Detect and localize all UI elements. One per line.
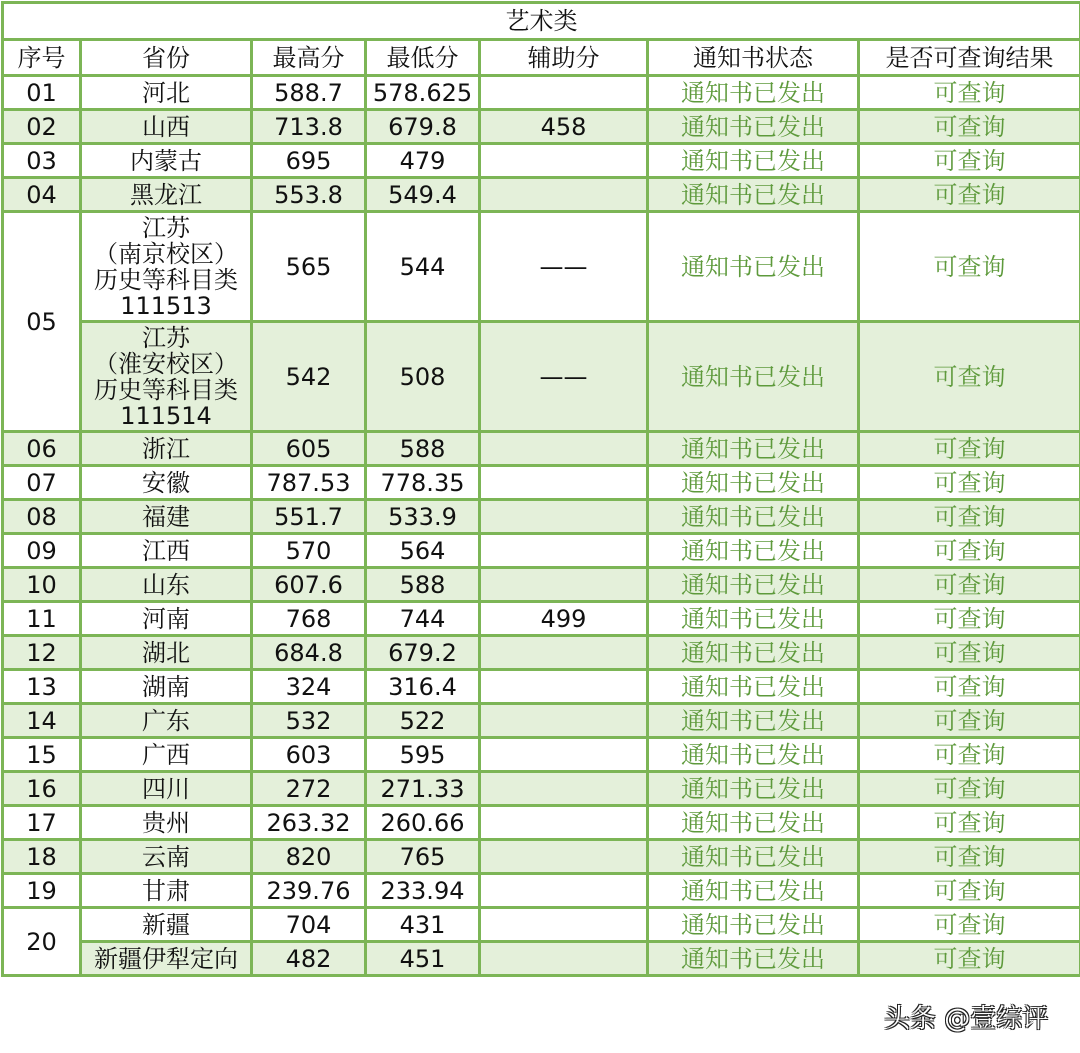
- status-cell: 通知书已发出: [648, 772, 859, 806]
- query-cell: 可查询: [859, 738, 1080, 772]
- table-row: [3, 432, 1080, 466]
- status-cell: 通知书已发出: [648, 322, 859, 432]
- province-cell: 四川: [81, 772, 252, 806]
- status-cell: 通知书已发出: [648, 602, 859, 636]
- min-score-cell: 679.2: [366, 636, 480, 670]
- max-score-cell: 820: [252, 840, 366, 874]
- min-score-cell: 316.4: [366, 670, 480, 704]
- province-cell: 贵州: [81, 806, 252, 840]
- province-cell: 云南: [81, 840, 252, 874]
- row-number-cell: 16: [3, 772, 81, 806]
- min-score-cell: 578.625: [366, 76, 480, 110]
- query-cell: 可查询: [859, 942, 1080, 976]
- max-score-cell: 588.7: [252, 76, 366, 110]
- table-row: [3, 178, 1080, 212]
- query-cell: 可查询: [859, 144, 1080, 178]
- aux-score-cell: [480, 670, 648, 704]
- aux-score-cell: [480, 500, 648, 534]
- query-cell: 可查询: [859, 466, 1080, 500]
- aux-score-cell: [480, 432, 648, 466]
- min-score-cell: 431: [366, 908, 480, 942]
- row-number-cell: 03: [3, 144, 81, 178]
- province-cell: 湖南: [81, 670, 252, 704]
- query-cell: 可查询: [859, 212, 1080, 322]
- aux-score-cell: [480, 466, 648, 500]
- min-score-cell: 778.35: [366, 466, 480, 500]
- column-header: 序号: [3, 40, 81, 76]
- table-row: [3, 806, 1080, 840]
- aux-score-cell: [480, 534, 648, 568]
- row-number-cell: 02: [3, 110, 81, 144]
- max-score-cell: 324: [252, 670, 366, 704]
- max-score-cell: 272: [252, 772, 366, 806]
- province-cell: 甘肃: [81, 874, 252, 908]
- row-number-cell: 01: [3, 76, 81, 110]
- min-score-cell: 679.8: [366, 110, 480, 144]
- max-score-cell: 607.6: [252, 568, 366, 602]
- min-score-cell: 765: [366, 840, 480, 874]
- column-header: 最低分: [366, 40, 480, 76]
- status-cell: 通知书已发出: [648, 568, 859, 602]
- min-score-cell: 479: [366, 144, 480, 178]
- province-cell: 江西: [81, 534, 252, 568]
- status-cell: 通知书已发出: [648, 636, 859, 670]
- min-score-cell: 595: [366, 738, 480, 772]
- aux-score-cell: ——: [480, 212, 648, 322]
- row-number-cell: 17: [3, 806, 81, 840]
- aux-score-cell: ——: [480, 322, 648, 432]
- row-number-cell: 05: [3, 212, 81, 432]
- query-cell: 可查询: [859, 110, 1080, 144]
- min-score-cell: 544: [366, 212, 480, 322]
- province-cell: 江苏 （淮安校区） 历史等科目类 111514: [81, 322, 252, 432]
- min-score-cell: 260.66: [366, 806, 480, 840]
- query-cell: 可查询: [859, 534, 1080, 568]
- table-row: [3, 500, 1080, 534]
- table-row: [3, 840, 1080, 874]
- query-cell: 可查询: [859, 874, 1080, 908]
- max-score-cell: 713.8: [252, 110, 366, 144]
- aux-score-cell: 458: [480, 110, 648, 144]
- max-score-cell: 704: [252, 908, 366, 942]
- column-header: 辅助分: [480, 40, 648, 76]
- query-cell: 可查询: [859, 322, 1080, 432]
- max-score-cell: 603: [252, 738, 366, 772]
- status-cell: 通知书已发出: [648, 840, 859, 874]
- province-cell: 河南: [81, 602, 252, 636]
- min-score-cell: 744: [366, 602, 480, 636]
- table-row: [3, 704, 1080, 738]
- max-score-cell: 553.8: [252, 178, 366, 212]
- min-score-cell: 233.94: [366, 874, 480, 908]
- status-cell: 通知书已发出: [648, 942, 859, 976]
- max-score-cell: 605: [252, 432, 366, 466]
- table-row: [3, 772, 1080, 806]
- status-cell: 通知书已发出: [648, 144, 859, 178]
- status-cell: 通知书已发出: [648, 670, 859, 704]
- status-cell: 通知书已发出: [648, 466, 859, 500]
- row-number-cell: 19: [3, 874, 81, 908]
- max-score-cell: 768: [252, 602, 366, 636]
- table-title: 艺术类: [3, 3, 1080, 40]
- province-cell: 安徽: [81, 466, 252, 500]
- status-cell: 通知书已发出: [648, 534, 859, 568]
- aux-score-cell: [480, 738, 648, 772]
- column-header: 省份: [81, 40, 252, 76]
- query-cell: 可查询: [859, 806, 1080, 840]
- province-cell: 山东: [81, 568, 252, 602]
- table-row: [3, 144, 1080, 178]
- min-score-cell: 588: [366, 432, 480, 466]
- row-number-cell: 10: [3, 568, 81, 602]
- query-cell: 可查询: [859, 178, 1080, 212]
- column-header: 通知书状态: [648, 40, 859, 76]
- status-cell: 通知书已发出: [648, 738, 859, 772]
- max-score-cell: 532: [252, 704, 366, 738]
- province-cell: 山西: [81, 110, 252, 144]
- max-score-cell: 551.7: [252, 500, 366, 534]
- table-row: [3, 110, 1080, 144]
- min-score-cell: 588: [366, 568, 480, 602]
- table-row: [3, 322, 1080, 432]
- min-score-cell: 549.4: [366, 178, 480, 212]
- table-row: [3, 908, 1080, 942]
- status-cell: 通知书已发出: [648, 704, 859, 738]
- query-cell: 可查询: [859, 432, 1080, 466]
- row-number-cell: 14: [3, 704, 81, 738]
- table-row: [3, 738, 1080, 772]
- aux-score-cell: [480, 908, 648, 942]
- table-row: [3, 942, 1080, 976]
- table-row: [3, 76, 1080, 110]
- aux-score-cell: [480, 144, 648, 178]
- min-score-cell: 271.33: [366, 772, 480, 806]
- row-number-cell: 11: [3, 602, 81, 636]
- aux-score-cell: [480, 806, 648, 840]
- aux-score-cell: [480, 874, 648, 908]
- status-cell: 通知书已发出: [648, 908, 859, 942]
- row-number-cell: 20: [3, 908, 81, 976]
- query-cell: 可查询: [859, 602, 1080, 636]
- table-row: [3, 534, 1080, 568]
- aux-score-cell: [480, 568, 648, 602]
- query-cell: 可查询: [859, 840, 1080, 874]
- row-number-cell: 15: [3, 738, 81, 772]
- table-row: [3, 212, 1080, 322]
- query-cell: 可查询: [859, 908, 1080, 942]
- aux-score-cell: [480, 76, 648, 110]
- row-number-cell: 04: [3, 178, 81, 212]
- row-number-cell: 09: [3, 534, 81, 568]
- query-cell: 可查询: [859, 704, 1080, 738]
- column-header: 是否可查询结果: [859, 40, 1080, 76]
- table-row: [3, 568, 1080, 602]
- row-number-cell: 06: [3, 432, 81, 466]
- province-cell: 河北: [81, 76, 252, 110]
- table-row: [3, 636, 1080, 670]
- table-row: [3, 874, 1080, 908]
- row-number-cell: 18: [3, 840, 81, 874]
- min-score-cell: 564: [366, 534, 480, 568]
- max-score-cell: 263.32: [252, 806, 366, 840]
- table-row: [3, 602, 1080, 636]
- query-cell: 可查询: [859, 772, 1080, 806]
- max-score-cell: 695: [252, 144, 366, 178]
- province-cell: 黑龙江: [81, 178, 252, 212]
- query-cell: 可查询: [859, 670, 1080, 704]
- row-number-cell: 08: [3, 500, 81, 534]
- status-cell: 通知书已发出: [648, 178, 859, 212]
- watermark: 头条 @壹综评: [884, 1004, 1049, 1034]
- row-number-cell: 13: [3, 670, 81, 704]
- province-cell: 内蒙古: [81, 144, 252, 178]
- aux-score-cell: [480, 178, 648, 212]
- province-cell: 广东: [81, 704, 252, 738]
- max-score-cell: 239.76: [252, 874, 366, 908]
- max-score-cell: 482: [252, 942, 366, 976]
- status-cell: 通知书已发出: [648, 806, 859, 840]
- table-row: [3, 670, 1080, 704]
- query-cell: 可查询: [859, 568, 1080, 602]
- status-cell: 通知书已发出: [648, 76, 859, 110]
- province-cell: 浙江: [81, 432, 252, 466]
- max-score-cell: 787.53: [252, 466, 366, 500]
- status-cell: 通知书已发出: [648, 432, 859, 466]
- province-cell: 湖北: [81, 636, 252, 670]
- max-score-cell: 570: [252, 534, 366, 568]
- min-score-cell: 451: [366, 942, 480, 976]
- province-cell: 新疆伊犁定向: [81, 942, 252, 976]
- max-score-cell: 684.8: [252, 636, 366, 670]
- aux-score-cell: [480, 840, 648, 874]
- aux-score-cell: [480, 942, 648, 976]
- query-cell: 可查询: [859, 636, 1080, 670]
- status-cell: 通知书已发出: [648, 874, 859, 908]
- province-cell: 福建: [81, 500, 252, 534]
- status-cell: 通知书已发出: [648, 110, 859, 144]
- aux-score-cell: [480, 772, 648, 806]
- aux-score-cell: [480, 704, 648, 738]
- row-number-cell: 07: [3, 466, 81, 500]
- aux-score-cell: [480, 636, 648, 670]
- max-score-cell: 565: [252, 212, 366, 322]
- status-cell: 通知书已发出: [648, 500, 859, 534]
- admission-table: [1, 1, 1080, 977]
- status-cell: 通知书已发出: [648, 212, 859, 322]
- aux-score-cell: 499: [480, 602, 648, 636]
- query-cell: 可查询: [859, 76, 1080, 110]
- province-cell: 新疆: [81, 908, 252, 942]
- min-score-cell: 533.9: [366, 500, 480, 534]
- header-row: [3, 40, 1080, 76]
- province-cell: 广西: [81, 738, 252, 772]
- min-score-cell: 508: [366, 322, 480, 432]
- row-number-cell: 12: [3, 636, 81, 670]
- min-score-cell: 522: [366, 704, 480, 738]
- column-header: 最高分: [252, 40, 366, 76]
- province-cell: 江苏 （南京校区） 历史等科目类 111513: [81, 212, 252, 322]
- max-score-cell: 542: [252, 322, 366, 432]
- query-cell: 可查询: [859, 500, 1080, 534]
- table-row: [3, 466, 1080, 500]
